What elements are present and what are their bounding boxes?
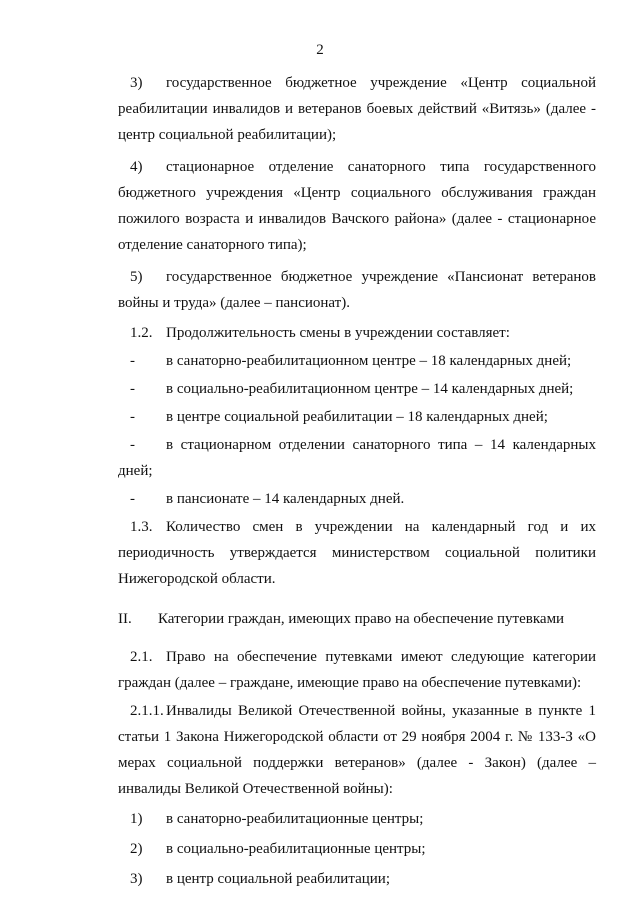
dash-text: в санаторно-реабилитационном центре – 18 календарных дней;	[166, 353, 572, 369]
clause-text: Количество смен в учреждении на календарный год и их периодичность утверждается министерством социальной политики Нижегородской области.	[118, 519, 596, 587]
list-item-number: 3)	[130, 75, 143, 91]
list-item-number: 3)	[130, 871, 143, 887]
list-item-number: 2)	[130, 841, 143, 857]
list-item-text: в центр социальной реабилитации;	[166, 871, 390, 887]
dash-text: в пансионате – 14 календарных дней.	[166, 491, 405, 507]
dash-mark: -	[130, 491, 135, 507]
clause-number: 1.3.	[130, 519, 153, 535]
dash-item	[118, 404, 596, 430]
clause-2-1-1	[118, 698, 596, 802]
list-item-text: в социально-реабилитационные центры;	[166, 841, 426, 857]
list-item-number: 5)	[130, 269, 143, 285]
clause-text: Продолжительность смены в учреждении составляет:	[166, 325, 510, 341]
section-number: II.	[118, 611, 132, 627]
dash-text: в стационарном отделении санаторного типа – 14 календарных дней;	[118, 437, 596, 479]
section-title: Категории граждан, имеющих право на обеспечение путевками	[158, 611, 565, 627]
clause-number: 1.2.	[130, 325, 153, 341]
clause-1-2	[118, 320, 596, 346]
dash-mark: -	[130, 353, 135, 369]
list-item-number: 4)	[130, 159, 143, 175]
dash-item	[118, 432, 596, 484]
list-item-text: государственное бюджетное учреждение «Центр социальной реабилитации инвалидов и ветеранов боевых действий «Витязь» (далее - центр социальной реабилитации);	[118, 75, 596, 143]
dash-item	[118, 376, 596, 402]
clause-text: Инвалиды Великой Отечественной войны, указанные в пункте 1 статьи 1 Закона Нижегородской области от 29 ноября 2004 г. № 133-З «О мерах социальной поддержки ветеранов» (далее - Закон) (далее – инвалиды Великой Отечественной войны):	[118, 703, 596, 797]
page-number: 2	[316, 42, 324, 58]
document-body	[118, 70, 596, 892]
list-item	[118, 836, 596, 862]
section-heading	[118, 606, 596, 632]
dash-text: в социально-реабилитационном центре – 14 календарных дней;	[166, 381, 574, 397]
list-item	[118, 70, 596, 148]
clause-number: 2.1.1.	[130, 703, 164, 719]
list-item-text: в санаторно-реабилитационные центры;	[166, 811, 424, 827]
clause-1-3	[118, 514, 596, 592]
dash-item	[118, 348, 596, 374]
clause-text: Право на обеспечение путевками имеют следующие категории граждан (далее – граждане, имеющие право на обеспечение путевками):	[118, 649, 596, 691]
list-item	[118, 806, 596, 832]
list-item-number: 1)	[130, 811, 143, 827]
list-item	[118, 866, 596, 892]
list-item	[118, 264, 596, 316]
list-item-text: государственное бюджетное учреждение «Пансионат ветеранов войны и труда» (далее – пансионат).	[118, 269, 596, 311]
dash-mark: -	[130, 381, 135, 397]
dash-mark: -	[130, 409, 135, 425]
list-item	[118, 154, 596, 258]
dash-mark: -	[130, 437, 135, 453]
dash-text: в центре социальной реабилитации – 18 календарных дней;	[166, 409, 548, 425]
dash-item	[118, 486, 596, 512]
clause-2-1	[118, 644, 596, 696]
clause-number: 2.1.	[130, 649, 153, 665]
list-item-text: стационарное отделение санаторного типа государственного бюджетного учреждения «Центр социального обслуживания граждан пожилого возраста и инвалидов Вачского района» (далее - стационарное отделение санаторного типа);	[118, 159, 596, 253]
